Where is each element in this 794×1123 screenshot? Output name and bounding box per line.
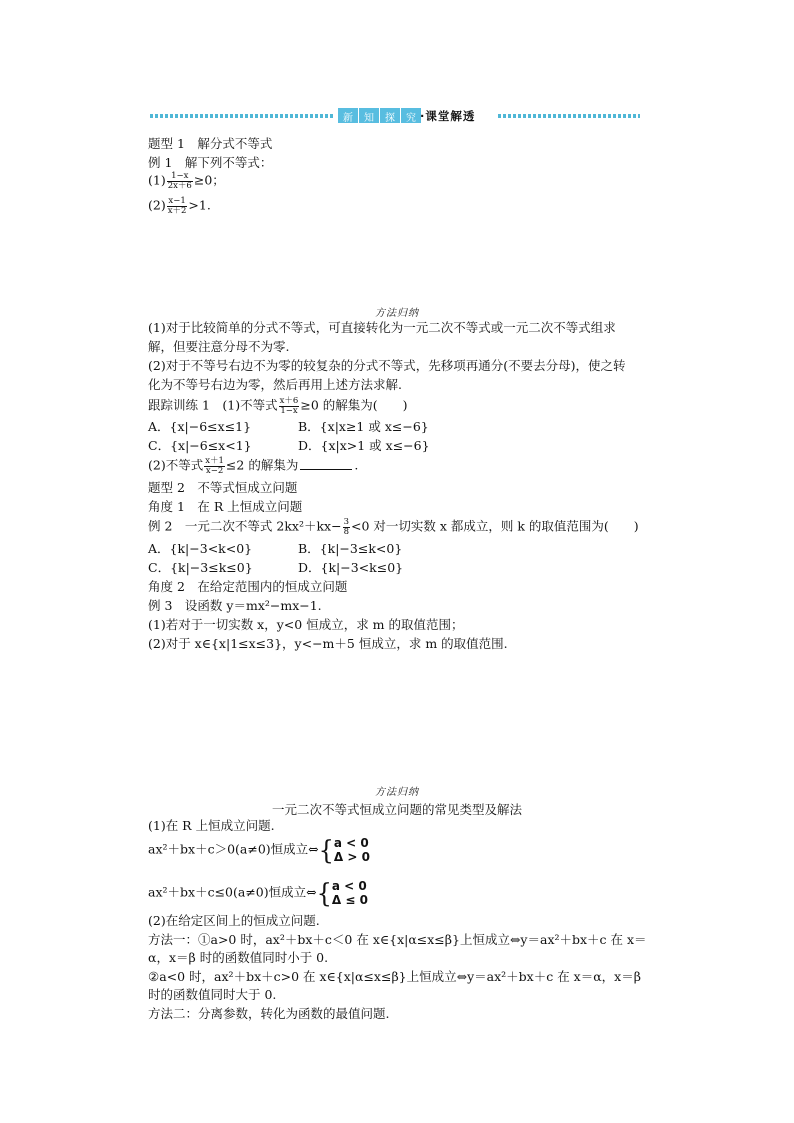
method-text: 方法二：分离参数，转化为函数的最值问题. xyxy=(148,1006,390,1021)
condition-row: a < 0 xyxy=(333,836,369,850)
fraction-denominator: 1−x xyxy=(280,405,298,416)
method-text: (2)在给定区间上的恒成立问题. xyxy=(148,913,320,928)
fraction xyxy=(167,197,188,215)
item-prefix: (2) xyxy=(148,197,166,213)
section-title: 题型 1 解分式不等式 xyxy=(148,136,273,151)
question-prefix: 例 2 一元二次不等式 2kx²＋kx− xyxy=(148,518,342,534)
question-suffix: <0 对一切实数 x 都成立，则 k 的取值范围为( ) xyxy=(351,518,639,534)
method-text: 解，但要注意分母不为零. xyxy=(148,339,290,354)
example-question xyxy=(148,518,639,536)
example-item: (1)若对于一切实数 x，y<0 恒成立，求 m 的取值范围； xyxy=(148,617,464,632)
formula xyxy=(148,878,368,908)
method-text: 时的函数值同时大于 0. xyxy=(148,987,277,1002)
brace-icon: { xyxy=(318,834,334,866)
formula-text: ax²＋bx＋c＞0(a≠0)恒成立⇔ xyxy=(148,841,319,857)
condition-row: a < 0 xyxy=(331,879,367,893)
option-a: A．{k|−3<k<0} xyxy=(148,541,253,556)
fraction-denominator: 8 xyxy=(343,526,350,537)
method-text: ②a<0 时，ax²＋bx＋c>0 在 x∈{x|α≤x≤β}上恒成立⇔y＝ax²＋bx＋c 在 x＝α，x＝β xyxy=(148,969,641,984)
header-badge-char: 究 xyxy=(401,108,421,123)
fraction xyxy=(204,457,225,475)
condition-row: Δ ≤ 0 xyxy=(331,893,368,907)
condition-row: Δ > 0 xyxy=(333,850,370,864)
method-text: 方法一：①a>0 时，ax²＋bx＋c＜0 在 x∈{x|α≤x≤β}上恒成立⇔y＝ax²＋bx＋c 在 x＝ xyxy=(148,932,647,947)
question-prefix: 跟踪训练 1 (1)不等式 xyxy=(148,397,278,413)
header-badge xyxy=(338,108,421,123)
section-header xyxy=(150,108,640,124)
example-question: 例 3 设函数 y＝mx²−mx−1. xyxy=(148,598,322,613)
angle-label: 角度 2 在给定范围内的恒成立问题 xyxy=(148,579,348,594)
fraction-numerator: x＋6 xyxy=(279,396,299,406)
answer-blank xyxy=(300,459,352,470)
fraction-numerator: 3 xyxy=(343,517,350,527)
header-badge-char: 知 xyxy=(359,108,379,123)
example-item: (2)对于 x∈{x|1≤x≤3}，y<−m＋5 恒成立，求 m 的取值范围. xyxy=(148,636,508,651)
method-text: 化为不等号右边为零，然后再用上述方法求解. xyxy=(148,377,402,392)
header-decoration-left xyxy=(150,114,334,118)
condition-system xyxy=(317,878,368,908)
fraction-denominator: 2x＋6 xyxy=(167,180,192,191)
question-end: . xyxy=(354,457,359,473)
condition-system xyxy=(319,835,370,865)
formula-text: ax²＋bx＋c≤0(a≠0)恒成立⇔ xyxy=(148,884,317,900)
header-badge-char: 新 xyxy=(338,108,358,123)
brace-icon: { xyxy=(316,877,332,909)
option-c: C．{k|−3≤k≤0} xyxy=(148,560,253,575)
fraction xyxy=(279,397,300,415)
fraction-numerator: x−1 xyxy=(168,196,186,206)
exercise-question xyxy=(148,457,358,475)
method-text: α，x＝β 时的函数值同时小于 0. xyxy=(148,950,329,965)
question-suffix: ≥0 的解集为( ) xyxy=(300,397,408,413)
fraction xyxy=(167,172,193,190)
item-suffix: >1. xyxy=(188,197,211,213)
method-caption: 方法归纳 xyxy=(375,787,419,798)
fraction-denominator: x−2 xyxy=(205,465,224,476)
item-suffix: ≥0； xyxy=(193,172,225,188)
header-decoration-right xyxy=(498,114,640,118)
method-text: (2)对于不等号右边不为零的较复杂的分式不等式，先移项再通分(不要去分母)，使之转 xyxy=(148,358,626,373)
header-badge-char: 探 xyxy=(380,108,400,123)
formula xyxy=(148,835,370,865)
method-text: (1)在 R 上恒成立问题. xyxy=(148,818,275,833)
question-suffix: ≤2 的解集为 xyxy=(225,457,299,473)
example-item xyxy=(148,197,211,215)
question-prefix: (2)不等式 xyxy=(148,457,204,473)
option-b: B．{k|−3≤k<0} xyxy=(298,541,403,556)
example-item xyxy=(148,172,225,190)
option-b: B．{x|x≥1 或 x≤−6} xyxy=(298,419,429,434)
example-label: 例 1 解下列不等式： xyxy=(148,155,273,170)
fraction-numerator: x＋1 xyxy=(205,456,224,466)
section-title: 题型 2 不等式恒成立问题 xyxy=(148,480,298,495)
option-d: D．{k|−3<k≤0} xyxy=(298,560,404,575)
option-d: D．{x|x>1 或 x≤−6} xyxy=(298,438,430,453)
exercise-question xyxy=(148,397,408,415)
fraction-denominator: x＋2 xyxy=(167,205,187,216)
angle-label: 角度 1 在 R 上恒成立问题 xyxy=(148,499,303,514)
fraction xyxy=(343,518,350,536)
option-a: A．{x|−6≤x≤1} xyxy=(148,419,252,434)
header-title: ·课堂解透 xyxy=(420,109,476,123)
method-title: 一元二次不等式恒成立问题的常见类型及解法 xyxy=(271,802,522,817)
method-text: (1)对于比较简单的分式不等式，可直接转化为一元二次不等式或一元二次不等式组求 xyxy=(148,320,616,335)
option-c: C．{x|−6≤x<1} xyxy=(148,438,252,453)
fraction-numerator: 1−x xyxy=(167,172,193,182)
method-caption: 方法归纳 xyxy=(375,308,419,319)
item-prefix: (1) xyxy=(148,172,166,188)
